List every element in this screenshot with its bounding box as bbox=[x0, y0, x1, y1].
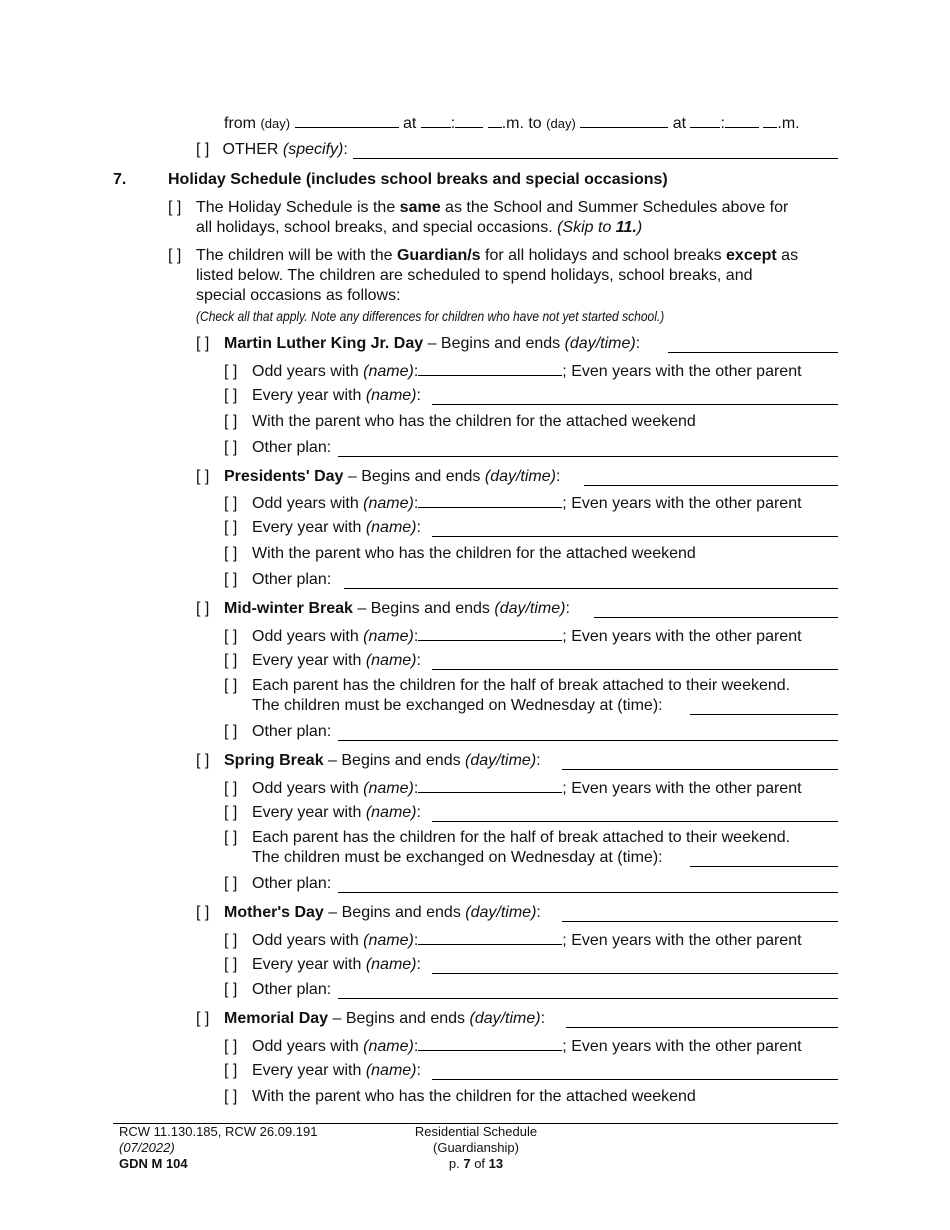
checkbox[interactable]: [ ] bbox=[224, 571, 238, 588]
checkbox[interactable]: [ ] bbox=[224, 628, 238, 645]
checkbox[interactable]: [ ] bbox=[224, 519, 238, 536]
from-ampm-field[interactable] bbox=[488, 112, 502, 128]
checkbox[interactable]: [ ] bbox=[168, 199, 182, 216]
other-plan-field[interactable] bbox=[344, 588, 838, 589]
other-specify-row: [ ] OTHER (specify): bbox=[196, 141, 348, 158]
mlk-every-year: [ ] Every year with (name): bbox=[224, 387, 421, 404]
section-title: Holiday Schedule (includes school breaks and special occasions) bbox=[168, 171, 668, 188]
name-field[interactable] bbox=[418, 625, 562, 641]
mlk-weekend: [ ] With the parent who has the children for the attached weekend bbox=[224, 413, 696, 430]
checkbox[interactable]: [ ] bbox=[196, 1010, 210, 1027]
checkbox[interactable]: [ ] bbox=[224, 1088, 238, 1105]
day-hint: (day) bbox=[260, 116, 291, 131]
checkbox[interactable]: [ ] bbox=[224, 804, 238, 821]
checkbox[interactable]: [ ] bbox=[224, 387, 238, 404]
holiday-spring: [ ] Spring Break – Begins and ends (day/time): bbox=[196, 752, 541, 769]
holiday-mlk: [ ] Martin Luther King Jr. Day – Begins and ends (day/time): bbox=[196, 335, 641, 352]
option-same-schedule-line2: all holidays, school breaks, and special occasions. (Skip to 11.) bbox=[196, 219, 643, 236]
spring-half-break: [ ] Each parent has the children for the half of break attached to their weekend. bbox=[224, 829, 791, 846]
instruction-note: (Check all that apply. Note any differences for children who have not yet started school.) bbox=[196, 308, 665, 324]
other-specify-field[interactable] bbox=[353, 158, 838, 159]
from-hour-field[interactable] bbox=[421, 112, 451, 128]
checkbox[interactable]: [ ] bbox=[224, 677, 238, 694]
to-minute-field[interactable] bbox=[725, 112, 759, 128]
name-field[interactable] bbox=[418, 1035, 562, 1051]
memorial-weekend: [ ] With the parent who has the children for the attached weekend bbox=[224, 1088, 696, 1105]
presidents-every-year: [ ] Every year with (name): bbox=[224, 519, 421, 536]
midwinter-other-plan: [ ] Other plan: bbox=[224, 723, 332, 740]
mlk-daytime-field[interactable] bbox=[668, 352, 838, 353]
spring-exchange-time: The children must be exchanged on Wednesday at (time): bbox=[252, 849, 663, 866]
from-minute-field[interactable] bbox=[455, 112, 483, 128]
footer-rcw: RCW 11.130.185, RCW 26.09.191 bbox=[119, 1124, 318, 1139]
checkbox[interactable]: [ ] bbox=[224, 363, 238, 380]
checkbox[interactable]: [ ] bbox=[196, 141, 210, 158]
midwinter-half-break: [ ] Each parent has the children for the half of break attached to their weekend. bbox=[224, 677, 791, 694]
checkbox[interactable]: [ ] bbox=[224, 439, 238, 456]
other-plan-field[interactable] bbox=[338, 892, 838, 893]
from-day-field[interactable] bbox=[295, 112, 399, 128]
footer-page: p. 7 of 13 bbox=[448, 1156, 504, 1171]
checkbox[interactable]: [ ] bbox=[196, 335, 210, 352]
at-label: at bbox=[402, 115, 417, 132]
checkbox[interactable]: [ ] bbox=[224, 829, 238, 846]
other-plan-field[interactable] bbox=[338, 456, 838, 457]
checkbox[interactable]: [ ] bbox=[224, 1038, 238, 1055]
option-guardian-except: [ ] The children will be with the Guardian/s for all holidays and school breaks except as bbox=[168, 247, 799, 264]
option-guardian-line2: listed below. The children are scheduled to spend holidays, school breaks, and bbox=[196, 267, 753, 284]
mlk-odd-years: [ ] Odd years with (name): ; Even years with the other parent bbox=[224, 360, 802, 382]
mothers-daytime-field[interactable] bbox=[562, 921, 838, 922]
option-same-schedule: [ ] The Holiday Schedule is the same as the School and Summer Schedules above for bbox=[168, 199, 789, 216]
name-field[interactable] bbox=[418, 492, 562, 508]
name-field[interactable] bbox=[432, 973, 838, 974]
checkbox[interactable]: [ ] bbox=[168, 247, 182, 264]
holiday-midwinter: [ ] Mid-winter Break – Begins and ends (day/time): bbox=[196, 600, 570, 617]
presidents-other-plan: [ ] Other plan: bbox=[224, 571, 332, 588]
midwinter-odd-years: [ ] Odd years with (name): ; Even years with the other parent bbox=[224, 625, 802, 647]
checkbox[interactable]: [ ] bbox=[224, 780, 238, 797]
midwinter-every-year: [ ] Every year with (name): bbox=[224, 652, 421, 669]
checkbox[interactable]: [ ] bbox=[224, 413, 238, 430]
spring-odd-years: [ ] Odd years with (name): ; Even years with the other parent bbox=[224, 777, 802, 799]
exchange-time-field[interactable] bbox=[690, 866, 838, 867]
spring-every-year: [ ] Every year with (name): bbox=[224, 804, 421, 821]
footer-left bbox=[119, 1124, 317, 1172]
mothers-other-plan: [ ] Other plan: bbox=[224, 981, 332, 998]
holiday-mothers: [ ] Mother's Day – Begins and ends (day/time): bbox=[196, 904, 541, 921]
to-ampm-field[interactable] bbox=[763, 112, 777, 128]
checkbox[interactable]: [ ] bbox=[196, 600, 210, 617]
name-field[interactable] bbox=[418, 929, 562, 945]
checkbox[interactable]: [ ] bbox=[224, 875, 238, 892]
holiday-presidents: [ ] Presidents' Day – Begins and ends (day/time): bbox=[196, 468, 561, 485]
memorial-daytime-field[interactable] bbox=[566, 1027, 838, 1028]
checkbox[interactable]: [ ] bbox=[224, 652, 238, 669]
spring-daytime-field[interactable] bbox=[562, 769, 838, 770]
other-plan-field[interactable] bbox=[338, 740, 838, 741]
memorial-every-year: [ ] Every year with (name): bbox=[224, 1062, 421, 1079]
to-hour-field[interactable] bbox=[690, 112, 720, 128]
presidents-daytime-field[interactable] bbox=[584, 485, 838, 486]
footer-center bbox=[376, 1124, 576, 1172]
name-field[interactable] bbox=[432, 536, 838, 537]
from-label: from bbox=[224, 115, 256, 132]
presidents-odd-years: [ ] Odd years with (name): ; Even years with the other parent bbox=[224, 492, 802, 514]
checkbox[interactable]: [ ] bbox=[224, 981, 238, 998]
checkbox[interactable]: [ ] bbox=[196, 904, 210, 921]
spring-other-plan: [ ] Other plan: bbox=[224, 875, 332, 892]
midwinter-daytime-field[interactable] bbox=[594, 617, 838, 618]
checkbox[interactable]: [ ] bbox=[224, 495, 238, 512]
name-field[interactable] bbox=[432, 1079, 838, 1080]
name-field[interactable] bbox=[418, 360, 562, 376]
mothers-every-year: [ ] Every year with (name): bbox=[224, 956, 421, 973]
checkbox[interactable]: [ ] bbox=[224, 723, 238, 740]
time-range-row: from (day) at : .m. to (day) at : .m. bbox=[224, 112, 800, 134]
midwinter-exchange-time: The children must be exchanged on Wednesday at (time): bbox=[252, 697, 663, 714]
footer-title: Residential Schedule bbox=[414, 1124, 538, 1139]
checkbox[interactable]: [ ] bbox=[224, 956, 238, 973]
mothers-odd-years: [ ] Odd years with (name): ; Even years with the other parent bbox=[224, 929, 802, 951]
name-field[interactable] bbox=[432, 821, 838, 822]
name-field[interactable] bbox=[432, 404, 838, 405]
checkbox[interactable]: [ ] bbox=[224, 932, 238, 949]
name-field[interactable] bbox=[418, 777, 562, 793]
footer-date: (07/2022) bbox=[119, 1140, 175, 1155]
mlk-other-plan: [ ] Other plan: bbox=[224, 439, 332, 456]
footer-form-number: GDN M 104 bbox=[119, 1156, 188, 1171]
name-field[interactable] bbox=[432, 669, 838, 670]
other-plan-field[interactable] bbox=[338, 998, 838, 999]
checkbox[interactable]: [ ] bbox=[224, 545, 238, 562]
holiday-memorial: [ ] Memorial Day – Begins and ends (day/time): bbox=[196, 1010, 546, 1027]
checkbox[interactable]: [ ] bbox=[224, 1062, 238, 1079]
memorial-odd-years: [ ] Odd years with (name): ; Even years with the other parent bbox=[224, 1035, 802, 1057]
footer-subtitle: (Guardianship) bbox=[433, 1140, 519, 1155]
checkbox[interactable]: [ ] bbox=[196, 752, 210, 769]
option-guardian-line3: special occasions as follows: bbox=[196, 287, 401, 304]
exchange-time-field[interactable] bbox=[690, 714, 838, 715]
to-day-field[interactable] bbox=[580, 112, 668, 128]
checkbox[interactable]: [ ] bbox=[196, 468, 210, 485]
presidents-weekend: [ ] With the parent who has the children for the attached weekend bbox=[224, 545, 696, 562]
section-number: 7. bbox=[113, 171, 127, 188]
